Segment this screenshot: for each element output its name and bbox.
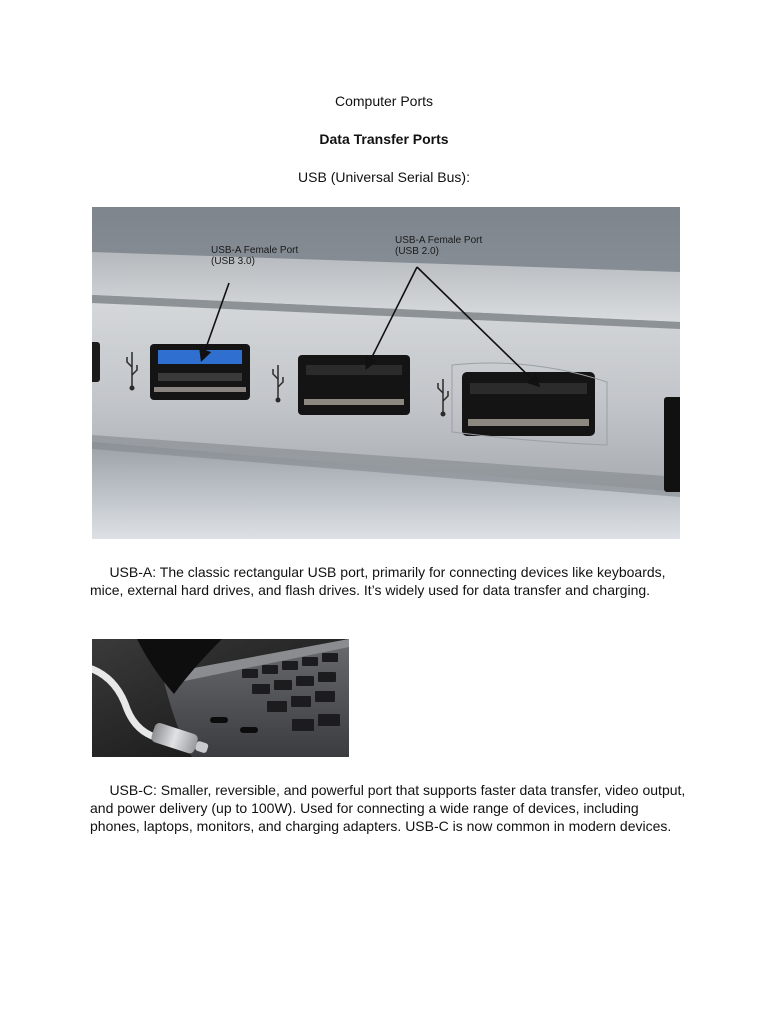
section-title: Data Transfer Ports	[319, 131, 449, 147]
subsection-title: USB (Universal Serial Bus):	[298, 169, 470, 185]
callout-usb3-line2: (USB 3.0)	[211, 256, 255, 267]
usb-c-description-line3: phones, laptops, monitors, and charging adapters. USB-C is now common in modern devices.	[90, 818, 672, 834]
usb-c-description-line2: and power delivery (up to 100W). Used for connecting a wide range of devices, including	[90, 800, 639, 816]
usb-a-ports-photo	[92, 207, 680, 539]
callout-usb2-line1: USB-A Female Port	[395, 235, 483, 246]
usb-c-description-line1: USB-C: Smaller, reversible, and powerful port that supports faster data transfer, video output,	[90, 782, 686, 798]
usb-c-laptop-photo	[92, 639, 349, 757]
usb-a-description-line1: USB-A: The classic rectangular USB port, primarily for connecting devices like keyboards,	[90, 564, 666, 580]
callout-usb3-label	[211, 245, 298, 267]
document-heading: Computer Ports	[334, 93, 434, 109]
usb-a-description-line2: mice, external hard drives, and flash drives. It’s widely used for data transfer and charging.	[90, 582, 651, 598]
callout-usb2-label	[395, 235, 482, 257]
usb-c-description	[90, 781, 690, 835]
callout-usb2-line2: (USB 2.0)	[395, 246, 439, 257]
usb-a-description	[90, 563, 690, 599]
callout-usb3-line1: USB-A Female Port	[211, 245, 299, 256]
